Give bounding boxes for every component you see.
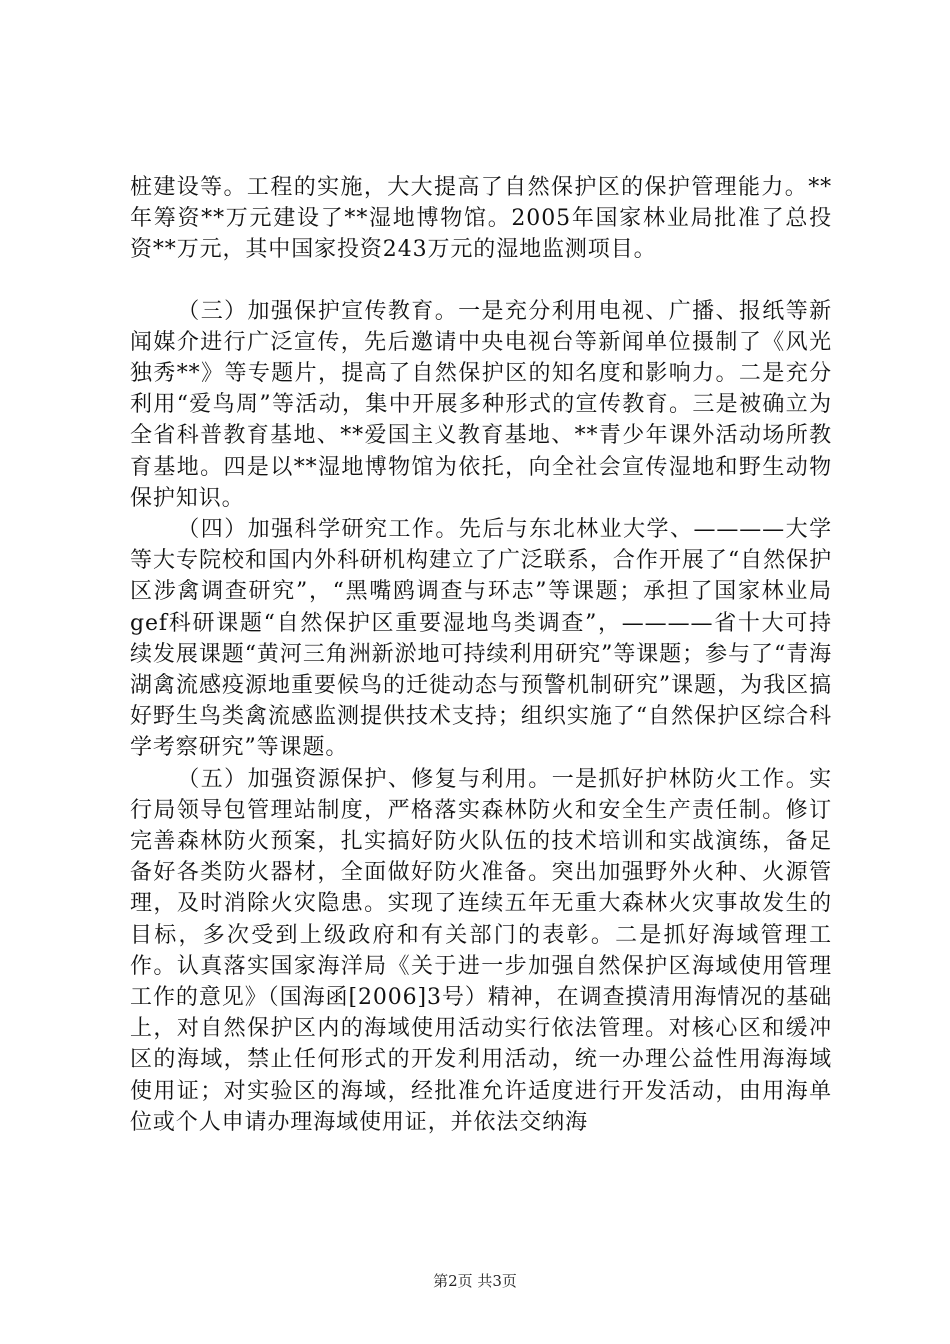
paragraph-section-3: （三）加强保护宣传教育。一是充分利用电视、广播、报纸等新闻媒介进行广泛宣传，先后邀请中央电视台等新闻单位摄制了《风光独秀**》等专题片，提高了自然保护区的知名度和影响力。二是充分利用“爱鸟周”等活动，集中开展多种形式的宣传教育。三是被确立为全省科普教育基地、**爱国主义教育基地、**青少年课外活动场所教育基地。四是以**湿地博物馆为依托，向全社会宣传湿地和野生动物保护知识。	[130, 298, 832, 511]
page-number-footer: 第2页 共3页	[433, 1272, 517, 1290]
paragraph-continuation: 桩建设等。工程的实施，大大提高了自然保护区的保护管理能力。**年筹资**万元建设了**湿地博物馆。2005年国家林业局批准了总投资**万元，其中国家投资243万元的湿地监测项目。	[130, 175, 832, 263]
paragraph-section-4: （四）加强科学研究工作。先后与东北林业大学、————大学等大专院校和国内外科研机构建立了广泛联系，合作开展了“自然保护区涉禽调查研究”，“黑嘴鸥调查与环志”等课题；承担了国家林业局gef科研课题“自然保护区重要湿地鸟类调查”，————省十大可持续发展课题“黄河三角洲新淤地可持续利用研究”等课题；参与了“青海湖禽流感疫源地重要候鸟的迁徙动态与预警机制研究”课题，为我区搞好野生鸟类禽流感监测提供技术支持；组织实施了“自然保护区综合科学考察研究”等课题。	[130, 517, 832, 761]
document-body	[130, 172, 832, 1138]
paragraph-section-5: （五）加强资源保护、修复与利用。一是抓好护林防火工作。实行局领导包管理站制度，严格落实森林防火和安全生产责任制。修订完善森林防火预案，扎实搞好防火队伍的技术培训和实战演练，备足备好各类防火器材，全面做好防火准备。突出加强野外火种、火源管理，及时消除火灾隐患。实现了连续五年无重大森林火灾事故发生的目标，多次受到上级政府和有关部门的表彰。二是抓好海域管理工作。认真落实国家海洋局《关于进一步加强自然保护区海域使用管理工作的意见》（国海函[2006]3号）精神，在调查摸清用海情况的基础上，对自然保护区内的海域使用活动实行依法管理。对核心区和缓冲区的海域，禁止任何形式的开发利用活动，统一办理公益性用海海域使用证；对实验区的海域，经批准允许适度进行开发活动，由用海单位或个人申请办理海域使用证，并依法交纳海	[130, 766, 832, 1135]
